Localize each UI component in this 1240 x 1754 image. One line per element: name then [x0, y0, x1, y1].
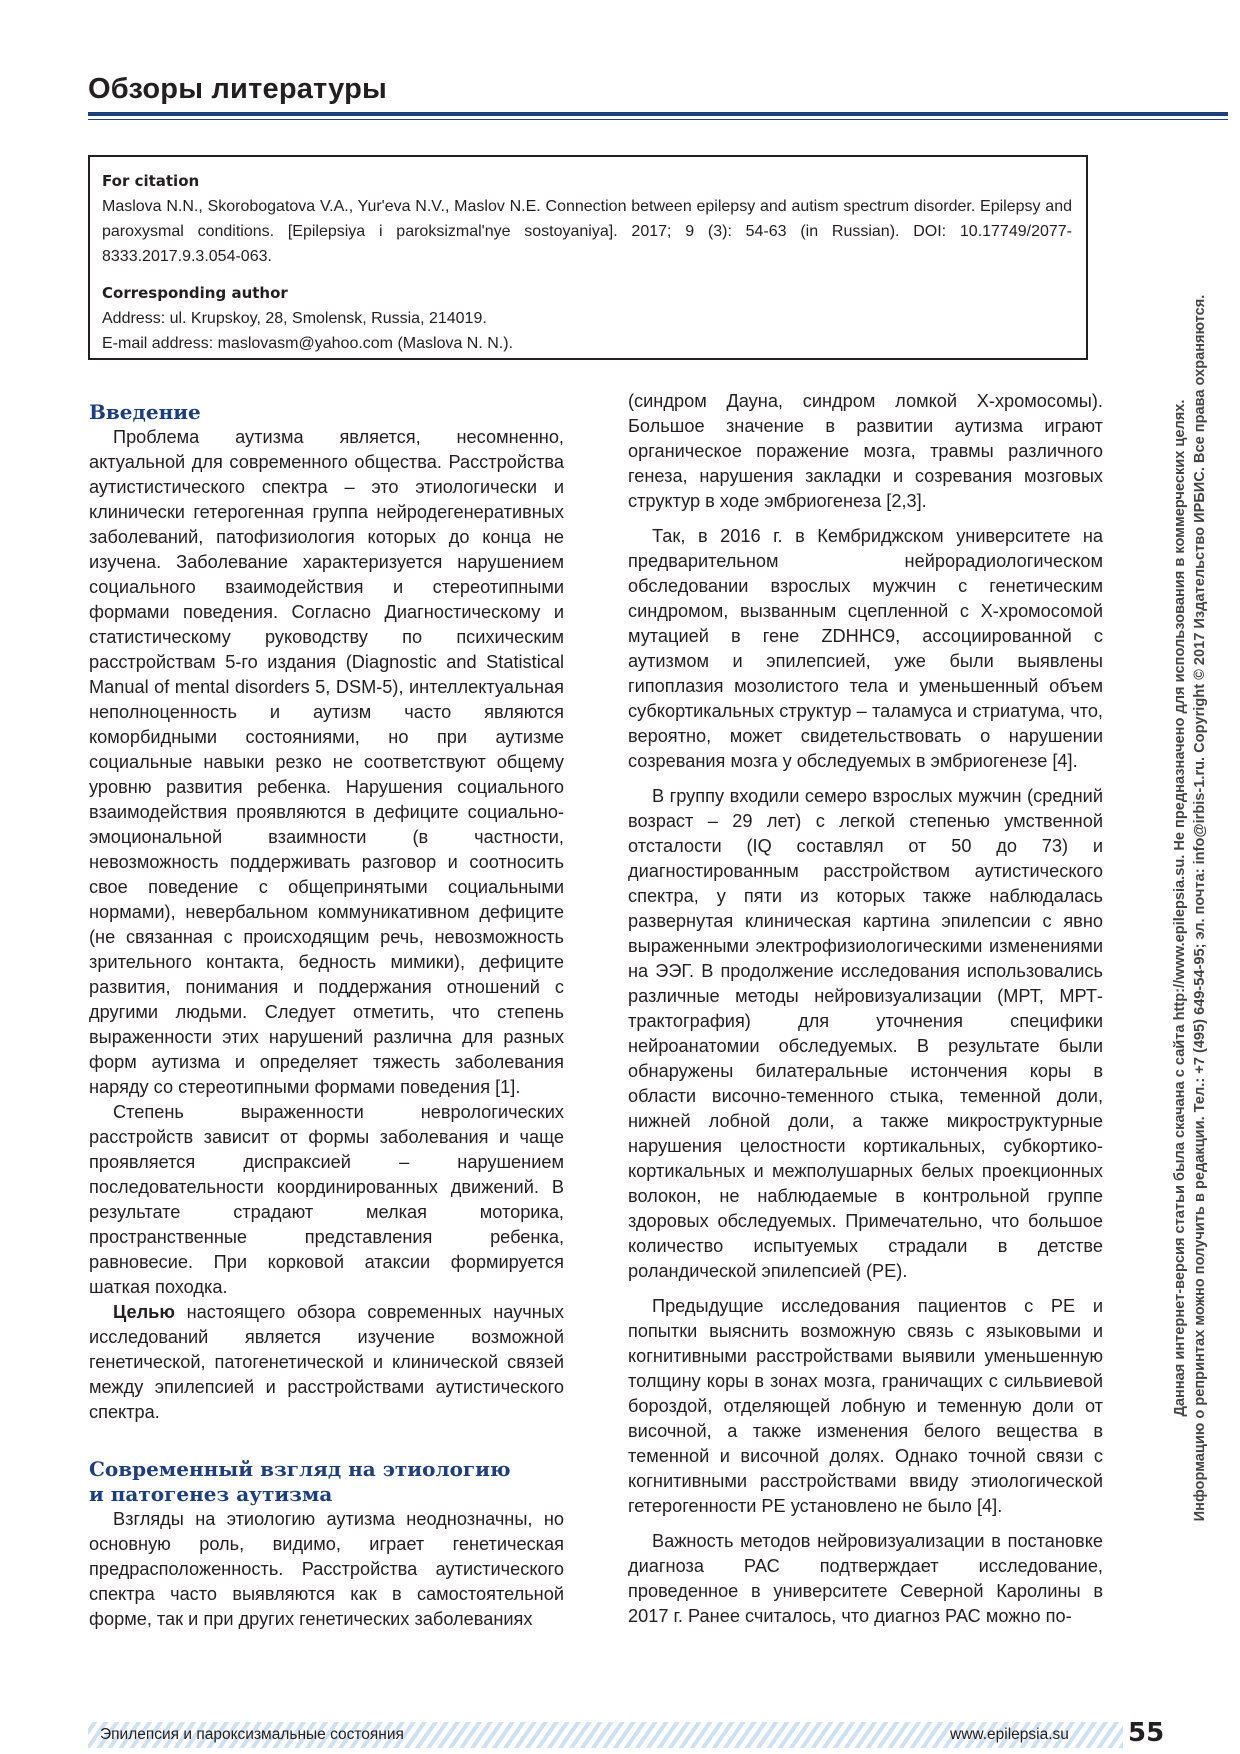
citation-text: Maslova N.N., Skorobogatova V.A., Yur'eva N.V., Maslov N.E. Connection between epilepsy and autism spectrum disorder. Epilepsy and paroxysmal conditions. [Epilepsiya i paroksizmal'nye sostoyaniya]. 2017; 9 (3): 54-63 (in Russian). DOI: 10.17749/2077-8333.2017.9.3.054-063.: [102, 198, 1072, 265]
right-paragraph-1: (синдром Дауна, синдром ломкой Х-хромосомы). Большое значение в развитии аутизма играют органическое поражение мозга, травмы различного генеза, нарушения закладки и созревания мозговых структур в ходе эмбриогенеза [2,3].: [628, 391, 1103, 511]
right-column: [628, 389, 1103, 1629]
intro-paragraph-3: [89, 1300, 564, 1425]
copyright-line-1: Данная интернет-версия статьи была скачана с сайта http://www.epilepsia.su. Не предназначено для использования в коммерческих целях.: [1172, 399, 1188, 1417]
page-number: 55: [1128, 1718, 1165, 1748]
copyright-line-2: Информацию о репринтах можно получить в редакции. Тел.: +7 (495) 649-54-95; эл. почта: info@irbis-1.ru. Copyright © 2017 Издательство ИРБИС. Все права охраняются.: [1192, 294, 1208, 1522]
footer-website-link[interactable]: www.epilepsia.su: [950, 1726, 1069, 1743]
section-header: [88, 72, 1228, 107]
header-rule-thin: [88, 119, 1228, 120]
right-paragraph-3: В группу входили семеро взрослых мужчин (средний возраст – 29 лет) с легкой степенью умственной отсталости (IQ составлял от 50 до 73) и диагностированным расстройством аутистического спектра, у пяти из которых также наблюдалась развернутая клиническая картина эпилепсии с явно выраженными электрофизиологическими изменениями на ЭЭГ. В продолжение исследования использовались различные методы нейровизуализации (МРТ, МРТ-трактография) для уточнения специфики нейроанатомии обследуемых. В результате были обнаружены билатеральные истончения коры в области височно-теменного стыка, теменной доли, нижней лобной доли, а также микроструктурные нарушения целостности кортикальных, субкортико-кортикальных и межполушарных белых проекционных волокон, не наблюдаемые в контрольной группе здоровых обследуемых. Примечательно, что большое количество испытуемых страдали в детстве роландической эпилепсией (РЕ).: [628, 786, 1103, 1281]
author-email: E-mail address: maslovasm@yahoo.com (Maslova N. N.).: [102, 335, 514, 352]
citation-box: [88, 155, 1088, 360]
footer-journal-name: Эпилепсия и пароксизмальные состояния: [100, 1726, 404, 1743]
intro-paragraph-2: Степень выраженности неврологических расстройств зависит от формы заболевания и чаще проявляется диспраксией – нарушением последовательности координированных движений. В результате страдают мелкая моторика, пространственные представления ребенка, равновесие. При корковой атаксии формируется шаткая походка.: [89, 1102, 564, 1297]
right-paragraph-2: Так, в 2016 г. в Кембриджском университете на предварительном нейрорадиологическом обследовании взрослых мужчин с генетическим синдромом, вызванным сцепленной с Х-хромосомой мутацией в гене ZDHHC9, ассоциированной с аутизмом и эпилепсией, уже были выявлены гипоплазия мозолистого тела и уменьшенный объем субкортикальных структур – таламуса и стриатума, что, вероятно, может свидетельствовать о нарушении созревания мозга у обследуемых в эмбриогенезе [4].: [628, 526, 1103, 771]
modern-view-heading: [89, 1457, 564, 1507]
for-citation-label: For citation: [102, 172, 200, 190]
right-paragraph-4: Предыдущие исследования пациентов с РЕ и попытки выяснить возможную связь с языковыми и когнитивными расстройствами выявили уменьшенную толщину коры в зонах мозга, граничащих с сильвиевой бороздой, отделяющей лобную и теменную доли от височной, а также изменения белого вещества в теменной и височной долях. Однако точной связи с когнитивными расстройствами ввиду этиологической гетерогенности РЕ установлено не было [4].: [628, 1296, 1103, 1516]
right-paragraph-5: Важность методов нейровизуализации в постановке диагноза РАС подтверждает исследование, проведенное в университете Северной Каролины в 2017 г. Ранее считалось, что диагноз РАС можно по-: [628, 1531, 1103, 1626]
goal-text: настоящего обзора современных научных исследований является изучение возможной генетической, патогенетической и клинической связей между эпилепсией и расстройствами аутистического спектра.: [89, 1302, 564, 1422]
left-column: [89, 400, 564, 1632]
modern-view-heading-line1: Современный взгляд на этиологию: [89, 1457, 511, 1481]
copyright-notice: [1170, 78, 1210, 1738]
intro-paragraph-1: Проблема аутизма является, несомненно, актуальной для современного общества. Расстройства аутистистического спектра – это этиологически и клинически гетерогенная группа нейродегенеративных заболеваний, патофизиология которых до конца не изучена. Заболевание характеризуется нарушением социального взаимодействия и стереотипными формами поведения. Согласно Диагностическому и статистическому руководству по психическим расстройствам 5-го издания (Diagnostic and Statistical Manual of mental disorders 5, DSM-5), интеллектуальная неполноценность и аутизм часто являются коморбидными состояниями, но при аутизме социальные навыки резко не соответствуют общему уровню развития ребенка. Нарушения социального взаимодействия проявляются в дефиците социально-эмоциональной взаимности (в частности, невозможность поддерживать разговор и соотносить свое поведение с общепринятыми социальными нормами), невербальном коммуникативном дефиците (не связанная с происходящим речь, невозможность зрительного контакта, бедность мимики), дефиците развития, понимания и поддержания отношений с другими людьми. Следует отметить, что степень выраженности этих нарушений различна для разных форм аутизма и определяет тяжесть заболевания наряду со стереотипными формами поведения [1].: [89, 427, 564, 1097]
modern-view-heading-line2: и патогенез аутизма: [89, 1482, 333, 1506]
copyright-sidebar: [1160, 78, 1220, 1738]
modern-view-paragraph-1: Взгляды на этиологию аутизма неоднозначны, но основную роль, видимо, играет генетическая предрасположенность. Расстройства аутистического спектра часто выявляются как в самостоятельной форме, так и при других генетических заболеваниях: [89, 1509, 564, 1629]
goal-keyword: Целью: [113, 1302, 175, 1322]
section-title: Обзоры литературы: [88, 73, 388, 105]
corresponding-author-label: Corresponding author: [102, 284, 288, 302]
intro-heading: Введение: [89, 400, 201, 424]
header-rule: [88, 112, 1228, 116]
author-address: Address: ul. Krupskoy, 28, Smolensk, Russia, 214019.: [102, 310, 487, 327]
